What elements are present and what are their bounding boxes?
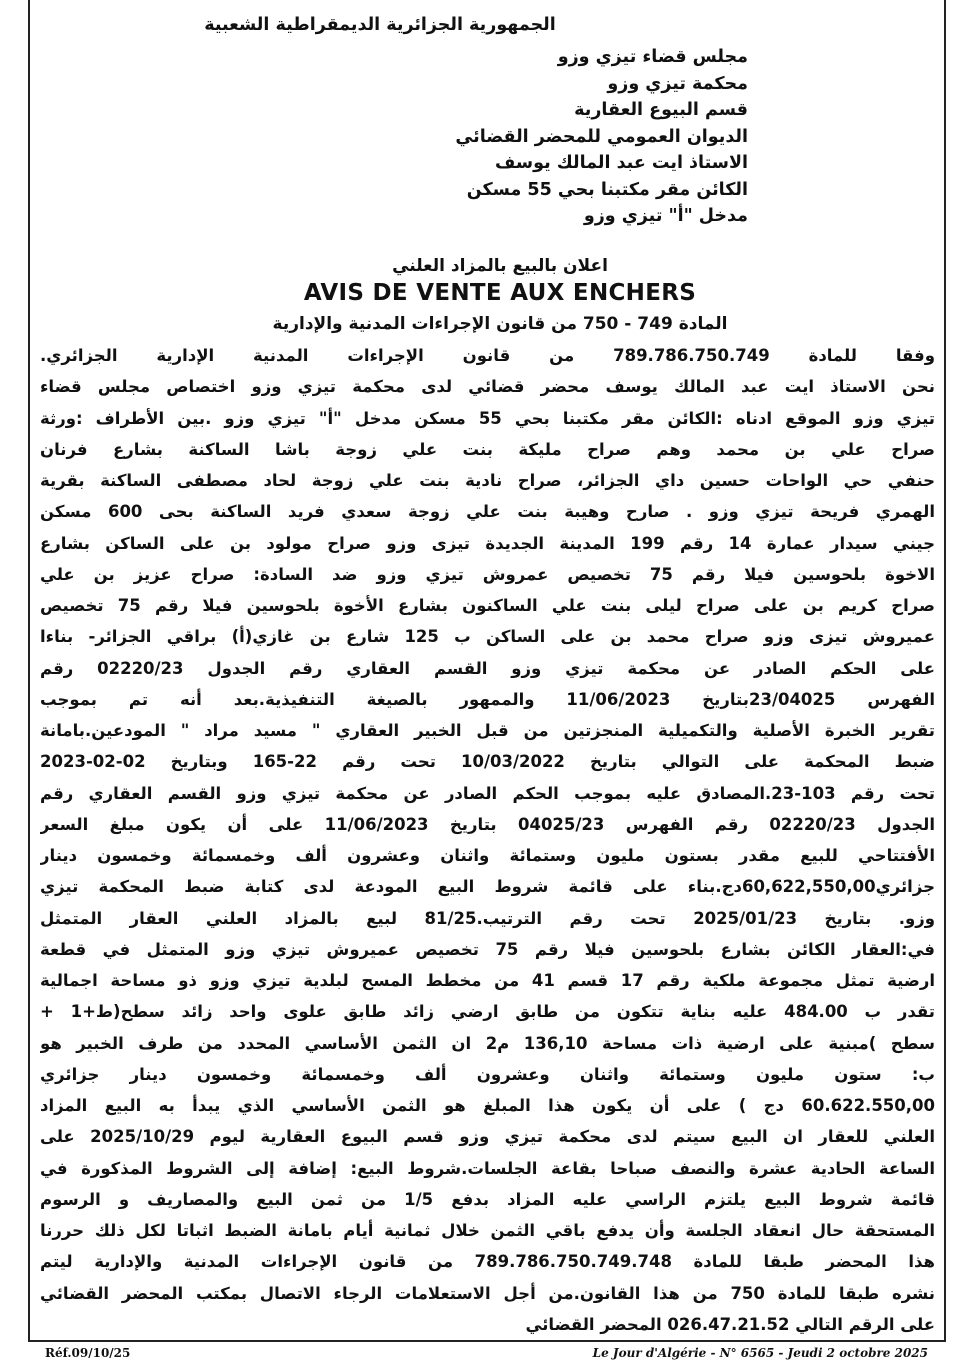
notice-articles: المادة 749 - 750 من قانون الإجراءات المدنية والإدارية (272, 314, 728, 334)
publication-info: Le Jour d'Algérie - N° 6565 - Jeudi 2 octobre 2025 (592, 1346, 928, 1360)
body-line: وفقا للمادة 789.786.750.749 من قانون الإجراءات المدنية الإدارية الجزائري. (40, 346, 935, 365)
notice-body (40, 340, 935, 1340)
body-line: الهمري فريحة تيزي وزو . صارح وهيبة بنت علي زوجة سعدي فريد الساكنة بحى 600 مسكن (40, 502, 935, 522)
body-line: الجدول 02220/23 رقم الفهرس 04025/23 بتاريخ 11/06/2023 على أن يكون مبلغ السعر (40, 814, 935, 834)
office-line: قسم البيوع العقارية (574, 100, 748, 120)
body-line: تحت رقم 103-23.المصادق عليه بموجب الحكم الصادر عن محكمة تيزي وزو القسم العقاري رقم (40, 783, 935, 803)
body-line: نحن الاستاذ ايت عبد المالك يوسف محضر قضائي لدى محكمة تيزي وزو اختصاص مجلس قضاء (40, 377, 935, 397)
office-line: الاستاذ ايت عبد المالك يوسف (495, 153, 748, 173)
body-line: عميروش تيزى وزو صراح محمد بن على الساكن ب 125 شارع بن غازي(أ) براقي الجزائر- بناءا (40, 627, 935, 647)
body-line: الفهرس 23/04025بتاريخ 11/06/2023 والممهور بالصيغة التنفيذية.بعد أنه تم بموجب (40, 689, 935, 709)
body-line: صراح علي بن محمد وهم صراح مليكة بنت علي زوجة باشا الساكنة بشارع فرنان (40, 439, 935, 459)
body-line: جيني سيدار عمارة 14 رقم 199 المدينة الجديدة تيزى وزو صراح مولود بن على الساكن بشارع (40, 533, 935, 553)
body-line: حنفي حي الواحات حسين داي الجزائر، صراح نادية بنت علي زوجة لحاد مصطفى الساكنة بقرية (40, 471, 935, 490)
body-line: تقدر ب 484.00 عليه بناية تتكون من طابق ارضي زائد طابق علوى واحد زائد سطح(ط+1 + (40, 1002, 935, 1022)
office-line: الديوان العمومي للمحضر القضائي (455, 126, 748, 147)
notice-title-arabic: اعلان بالبيع بالمزاد العلني (392, 256, 608, 276)
body-line: في:العقار الكائن بشارع بلحوسين فيلا رقم 75 تخصيص عميروش تيزي وزو المتمثل في قطعة (40, 939, 935, 959)
body-line: 60.622.550,00 دج ) على أن يكون هذا المبلغ هو الثمن الأساسي الذي يبدأ به البيع المزاد (40, 1096, 935, 1115)
notice-title-french: AVIS DE VENTE AUX ENCHERS (303, 280, 697, 306)
body-line: تقرير الخبرة الأصلية والتكميلية المنجزتين من قبل الخبير العقاري " مسيد مراد " المودعين.بامانة (40, 721, 935, 740)
body-line: على الحكم الصادر عن محكمة تيزي وزو القسم العقاري رقم الجدول 02220/23 رقم (40, 658, 935, 678)
body-line: وزو. بتاريخ 2025/01/23 تحت رقم الترتيب.81/25 لبيع بالمزاد العلني العقار المتمثل (40, 908, 935, 928)
body-line: قائمة شروط البيع يلتزم الراسي عليه المزاد بدفع 1/5 من ثمن البيع والمصاريف و الرسوم (40, 1189, 935, 1209)
body-line: الأفتتاحي للبيع مقدر بستون مليون وستمائة واثنان وعشرون ألف وخمسمائة وخمسون دينار (40, 846, 935, 865)
office-line: مدخل "أ" تيزي وزو (583, 206, 748, 226)
office-line: الكائن مقر مكتبنا بحي 55 مسكن (466, 179, 748, 200)
body-line: هذا المحضر طبقا للمادة 789.786.750.749.748 من قانون الإجراءات المدنية والإدارية ليتم (40, 1252, 935, 1272)
body-line: تيزي وزو الموقع ادناه :الكائن مقر مكتبنا بحي 55 مسكن مدخل "أ" تيزي وزو .بين الأطراف :ورثة (40, 408, 935, 428)
body-line: ارضية تمثل مجموعة ملكية رقم 17 قسم 41 من مخطط المسح لبلدية تيزي وزو ذو مساحة اجمالية (40, 971, 935, 990)
body-line: المستحقة حال انعقاد الجلسة وأن يدفع باقي الثمن خلال ثمانية أيام بامانة الضبط اثباتا لكل ذلك حررنا (40, 1221, 935, 1240)
body-line: ب: ستون مليون وستمائة واثنان وعشرون ألف وخمسمائة وخمسون دينار جزائري (40, 1064, 935, 1084)
body-line: ضبط المحكمة على التوالي بتاريخ 10/03/2022 تحت رقم 22-165 وبتاريخ 02-02-2023 (40, 752, 935, 772)
body-line: سطح )مبنية على ارضية ذات مساحة 136,10 م2 ان الثمن الأساسي المحدد من طرف الخبير هو (40, 1033, 935, 1053)
office-line: محكمة تيزي وزو (607, 73, 748, 94)
body-line: جزائري60,622,550,00دج.بناء على قائمة شروط البيع المودعة لدى كتابة ضبط المحكمة تيزي (40, 877, 935, 897)
body-line: نشره طبقا للمادة 750 من هذا القانون.من أجل الاستعلامات الرجاء الاتصال بمكتب المحضر القضائي (40, 1283, 935, 1303)
body-line: على الرقم التالي 026.47.21.52 المحضر القضائي (525, 1314, 935, 1334)
body-line: الاخوة بلحوسين فيلا رقم 75 تخصيص عمروش تيزي وزو ضد السادة: صراح عزيز بن علي (40, 564, 935, 584)
body-line: الساعة الحادية عشرة والنصف صباحا بقاعة الجلسات.شروط البيع: إضافة إلى الشروط المذكورة في (40, 1158, 935, 1178)
republic-heading: الجمهورية الجزائرية الديمقراطية الشعبية (204, 15, 556, 35)
office-line: مجلس قضاء تيزي وزو (557, 47, 748, 67)
body-line: صراح كريم بن على صراح ليلى بنت علي الساكنون بشارع الأخوة بلحوسين فيلا رقم 75 تخصيص (40, 596, 935, 615)
body-line: العلني للعقار ان البيع سيتم لدى محكمة تيزي وزو قسم البيوع العقارية ليوم 2025/10/29 على (40, 1127, 935, 1147)
bailiff-office-block (455, 44, 748, 230)
reference-number: Réf.09/10/25 (45, 1346, 131, 1360)
